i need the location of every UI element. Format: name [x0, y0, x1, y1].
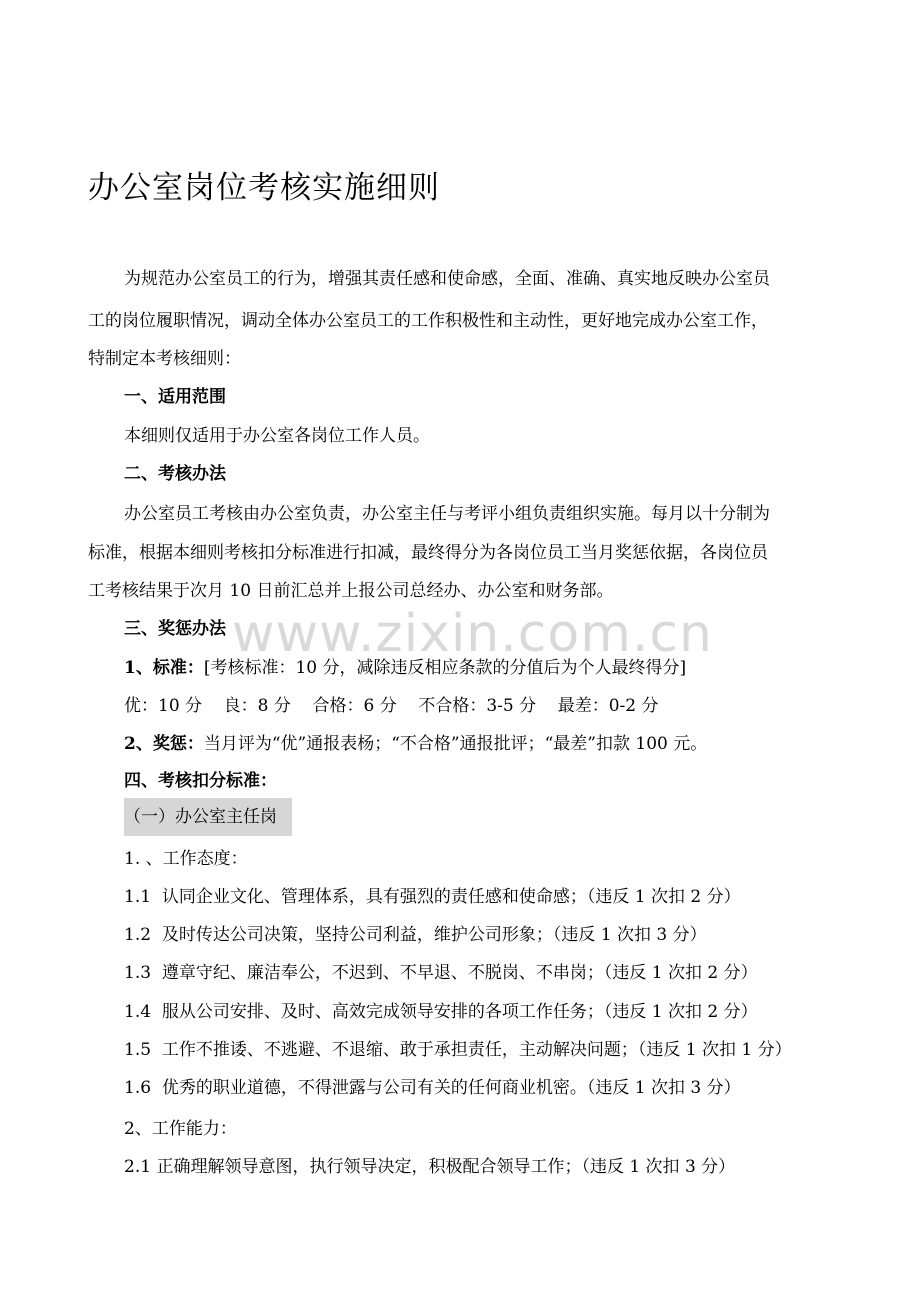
standard-label: 1、标准：: [124, 658, 204, 678]
item-1-3: 1.3 遵章守纪、廉洁奉公，不迟到、不早退、不脱岗、不串岗；（违反 1 次扣 2 分）: [124, 963, 758, 983]
section-1-heading: 一、适用范围: [124, 387, 226, 407]
section-3-heading: 三、奖惩办法: [124, 619, 226, 639]
standard-line: [124, 649, 834, 687]
section-1-text: 本细则仅适用于办公室各岗位工作人员。: [124, 426, 430, 446]
section-2-line-2: 标准，根据本细则考核扣分标准进行扣减，最终得分为各岗位员工当月奖惩依据，各岗位员: [88, 543, 768, 563]
watermark: www.zixin.com.cn: [232, 604, 713, 664]
section-2-heading: 二、考核办法: [124, 464, 226, 484]
reward-label: 2、奖惩：: [124, 734, 204, 754]
standard-text: [考核标准：10 分，减除违反相应条款的分值后为个人最终得分]: [203, 658, 687, 678]
ability-heading: 2、工作能力：: [124, 1119, 237, 1139]
section-2-line-3: 工考核结果于次月 10 日前汇总并上报公司总经办、办公室和财务部。: [88, 581, 614, 601]
grades-line: 优：10 分 良：8 分 合格：6 分 不合格：3-5 分 最差：0-2 分: [124, 696, 659, 716]
reward-line: [124, 725, 834, 763]
item-1-1: 1.1 认同企业文化、管理体系，具有强烈的责任感和使命感；（违反 1 次扣 2 分）: [124, 887, 741, 907]
intro-line-1: 为规范办公室员工的行为，增强其责任感和使命感，全面、准确、真实地反映办公室员: [124, 269, 770, 289]
item-1-6: 1.6 优秀的职业道德，不得泄露与公司有关的任何商业机密。（违反 1 次扣 3 分）: [124, 1078, 741, 1098]
attitude-heading: 1. 、工作态度：: [124, 849, 248, 869]
section-2-line-1: 办公室员工考核由办公室负责，办公室主任与考评小组负责组织实施。每月以十分制为: [124, 504, 770, 524]
item-1-4: 1.4 服从公司安排、及时、高效完成领导安排的各项工作任务；（违反 1 次扣 2 分）: [124, 1002, 758, 1022]
item-2-1: 2.1 正确理解领导意图，执行领导决定，积极配合领导工作；（违反 1 次扣 3 分）: [124, 1157, 736, 1177]
intro-line-2: 工的岗位履职情况，调动全体办公室员工的工作积极性和主动性，更好地完成办公室工作，: [88, 311, 768, 331]
intro-line-3: 特制定本考核细则：: [88, 349, 241, 369]
reward-text: 当月评为“优”通报表杨；“不合格”通报批评；“最差”扣款 100 元。: [203, 734, 708, 754]
item-1-5: 1.5 工作不推诿、不逃避、不退缩、敢于承担责任，主动解决问题；（违反 1 次扣 1 分）: [124, 1040, 792, 1060]
section-4-heading: 四、考核扣分标准：: [124, 771, 277, 791]
post-heading: （一）办公室主任岗: [124, 807, 277, 827]
item-1-2: 1.2 及时传达公司决策，坚持公司利益，维护公司形象；（违反 1 次扣 3 分）: [124, 925, 707, 945]
document-title: 办公室岗位考核实施细则: [88, 170, 440, 206]
